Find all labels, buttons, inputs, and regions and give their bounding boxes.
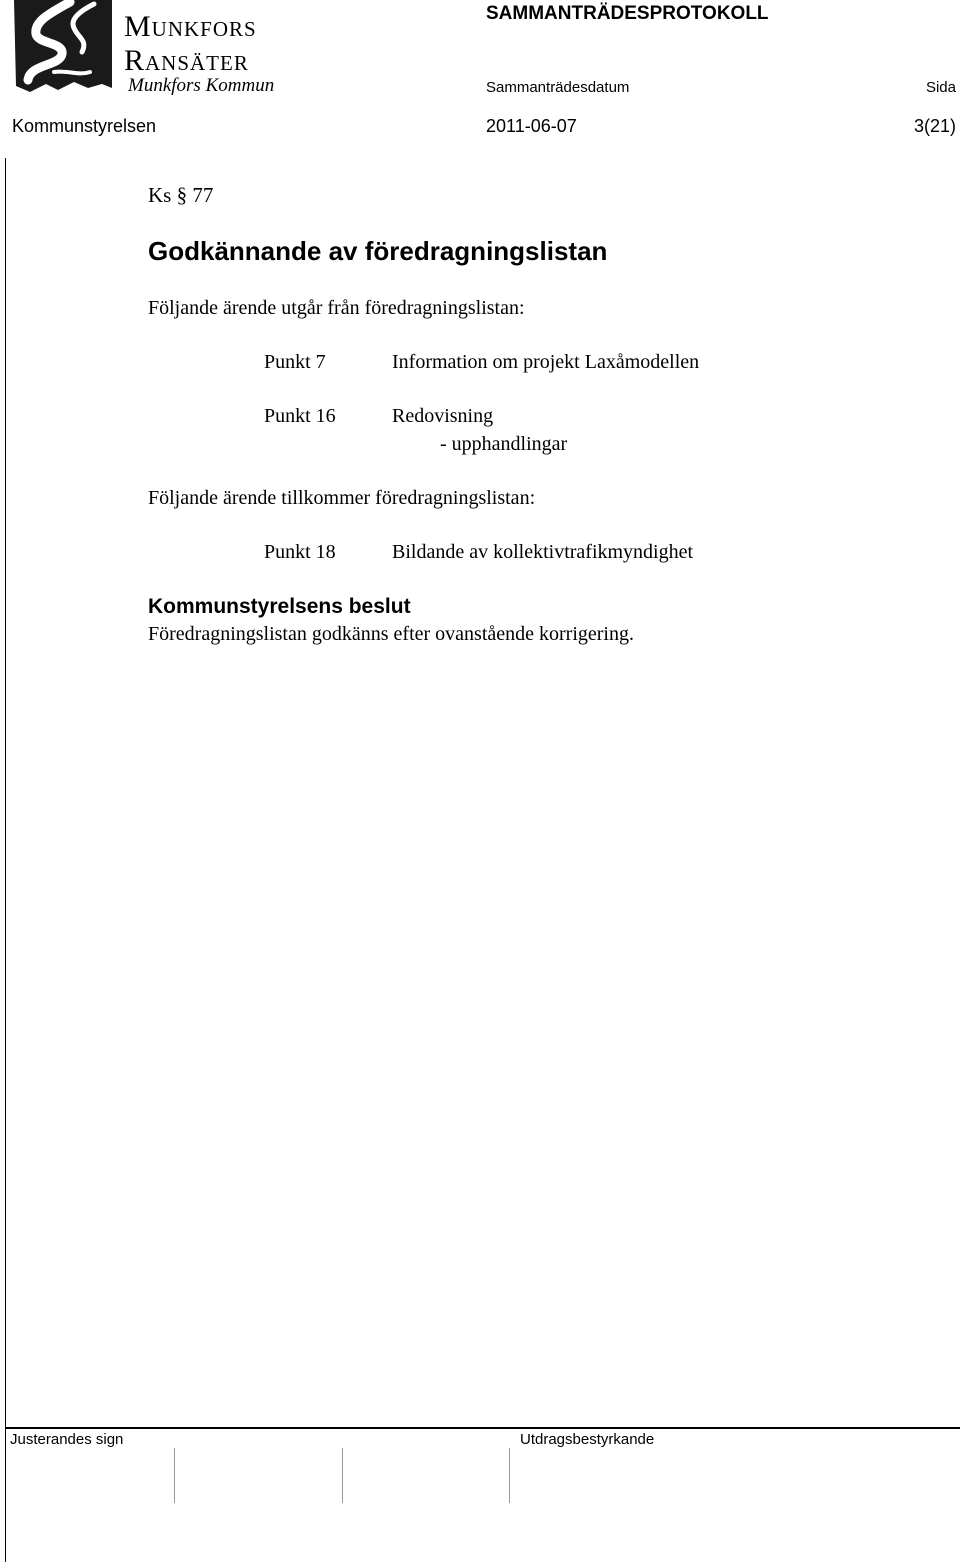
page-label: Sida xyxy=(925,79,956,96)
document-type: SAMMANTRÄDESPROTOKOLL xyxy=(486,3,769,24)
removed-item-text: Information om projekt Laxåmodellen xyxy=(392,351,700,373)
meeting-date-label: Sammanträdesdatum xyxy=(486,79,630,96)
signature-box-divider xyxy=(509,1448,510,1503)
added-item-text: Bildande av kollektivtrafikmyndighet xyxy=(392,541,694,563)
decision-text: Föredragningslistan godkänns efter ovanstående korrigering. xyxy=(148,623,634,645)
signature-label: Justerandes sign xyxy=(10,1431,124,1448)
removed-item-text: Redovisning xyxy=(392,405,494,427)
paragraph-reference: Ks § 77 xyxy=(148,183,214,207)
extract-certification-label: Utdragsbestyrkande xyxy=(520,1431,655,1448)
removed-items-intro: Följande ärende utgår från föredragningslistan: xyxy=(148,297,525,319)
left-margin-rule xyxy=(5,158,6,1562)
organization-name: Kommunstyrelsen xyxy=(12,116,157,136)
footer-rule xyxy=(5,1427,960,1429)
logo-text-line1: Munkfors xyxy=(124,10,257,43)
removed-item-number: Punkt 16 xyxy=(264,405,336,427)
removed-item-subtext: - upphandlingar xyxy=(440,433,568,455)
section-title: Godkännande av föredragningslistan xyxy=(148,236,608,266)
logo-text-line3: Munkfors Kommun xyxy=(128,75,275,96)
river-logo-icon xyxy=(8,0,116,104)
meeting-date: 2011-06-07 xyxy=(486,116,577,136)
signature-box-divider xyxy=(174,1448,175,1503)
decision-heading: Kommunstyrelsens beslut xyxy=(148,595,411,618)
removed-item-number: Punkt 7 xyxy=(264,351,326,373)
signature-box-divider xyxy=(342,1448,343,1503)
added-item-number: Punkt 18 xyxy=(264,541,336,563)
added-items-intro: Följande ärende tillkommer föredragningslistan: xyxy=(148,487,536,509)
page-number: 3(21) xyxy=(913,116,956,136)
logo-text-line2: Ransäter xyxy=(124,44,249,77)
